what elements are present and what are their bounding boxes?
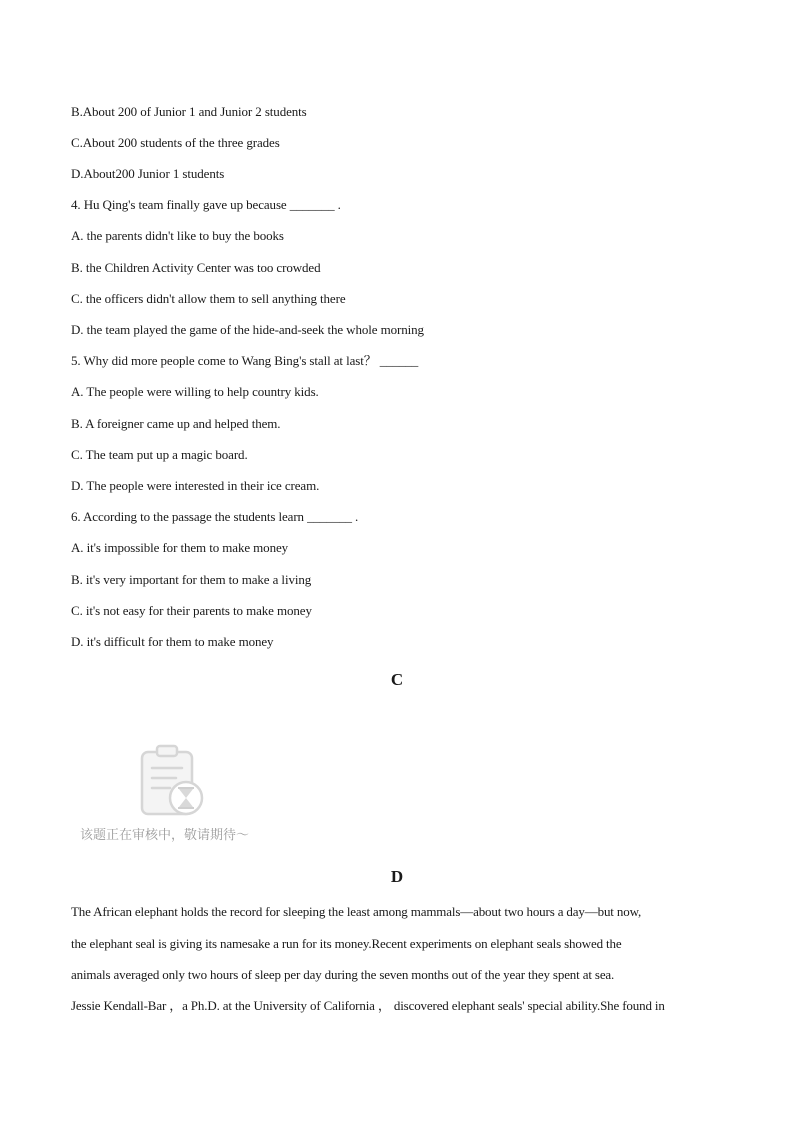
section-d-heading: D: [390, 867, 404, 886]
q3-option-b: B.About 200 of Junior 1 and Junior 2 students: [71, 104, 307, 119]
q6-option-a: A. it's impossible for them to make money: [71, 540, 289, 555]
q4-option-d: D. the team played the game of the hide-and-seek the whole morning: [71, 322, 424, 337]
review-pending-text: 该题正在审核中，敬请期待～: [80, 828, 250, 843]
q3-option-c: C.About 200 students of the three grades: [71, 135, 280, 150]
q6-option-d: D. it's difficult for them to make money: [71, 634, 274, 649]
clipboard-hourglass-icon: [80, 742, 280, 822]
q6-question: 6. According to the passage the students learn _______ .: [71, 509, 359, 524]
passage-line: The African elephant holds the record for sleeping the least among mammals—about two hours a day—but now,: [71, 904, 642, 919]
passage-line: animals averaged only two hours of sleep per day during the seven months out of the year they spent at sea.: [71, 967, 615, 982]
q6-option-c: C. it's not easy for their parents to make money: [71, 603, 312, 618]
q5-option-d: D. The people were interested in their ice cream.: [71, 478, 320, 493]
q5-option-b: B. A foreigner came up and helped them.: [71, 416, 281, 431]
q3-option-d: D.About200 Junior 1 students: [71, 166, 225, 181]
q4-option-a: A. the parents didn't like to buy the books: [71, 228, 284, 243]
passage-line: the elephant seal is giving its namesake a run for its money.Recent experiments on elephant seals showed the: [71, 936, 622, 951]
section-c-heading: C: [390, 670, 404, 689]
q5-question: 5. Why did more people come to Wang Bing's stall at last？ ______: [71, 353, 419, 368]
q6-option-b: B. it's very important for them to make a living: [71, 572, 312, 587]
q4-option-c: C. the officers didn't allow them to sell anything there: [71, 291, 346, 306]
q4-question: 4. Hu Qing's team finally gave up because _______ .: [71, 197, 341, 212]
q4-option-b: B. the Children Activity Center was too crowded: [71, 260, 321, 275]
q5-option-c: C. The team put up a magic board.: [71, 447, 248, 462]
q5-option-a: A. The people were willing to help country kids.: [71, 384, 319, 399]
passage-line: Jessie Kendall-Bar ，a Ph.D. at the University of California ， discovered elephant seals' special ability.She found in: [71, 998, 665, 1013]
